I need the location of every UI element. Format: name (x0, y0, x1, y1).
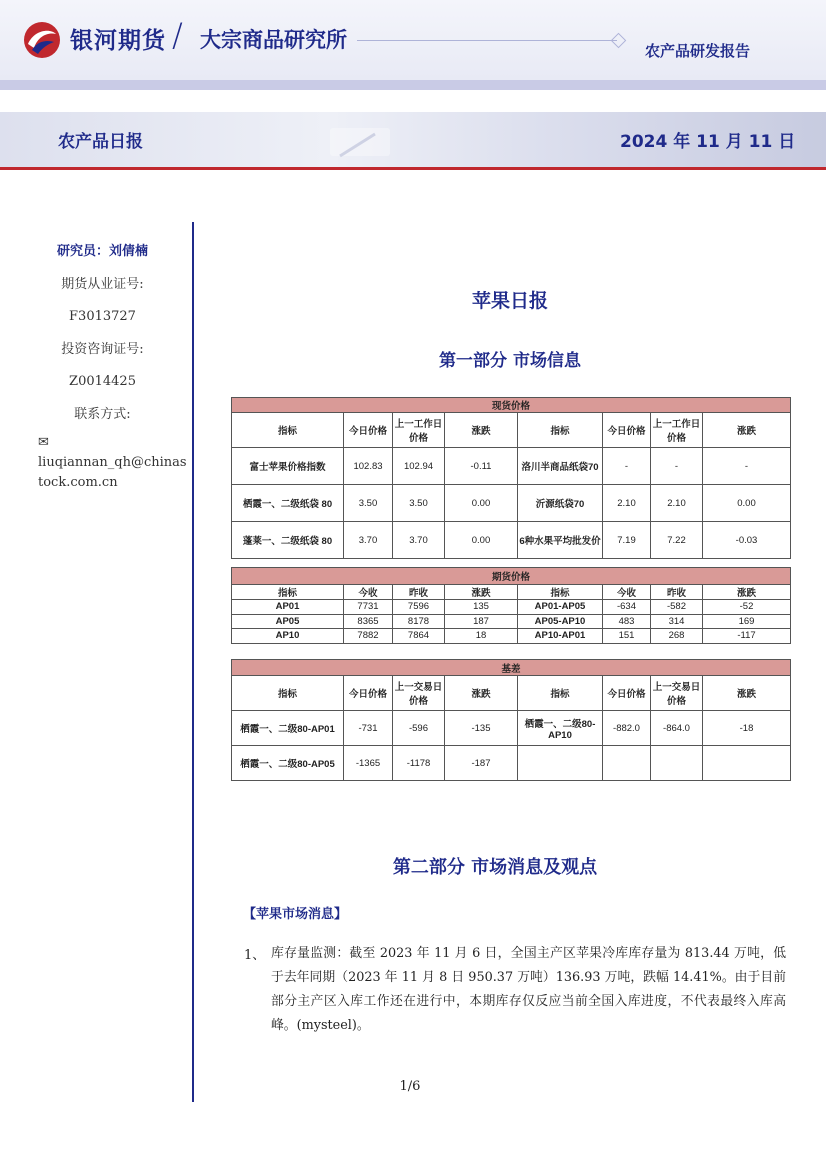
news-item-text: 库存量监测：截至 2023 年 11 月 6 日，全国主产区苹果冷库库存量为 813.44 万吨，低于去年同期（2023 年 11 月 8 日 950.37 万吨）136.93 万吨，跌幅 14.41%。由于目前部分主产区入库工作还在进行中，本期库存仅反应当前全国入库进度，不代表最终入库高峰。(mysteel)。 (271, 946, 786, 1033)
basis-table (231, 659, 791, 781)
table-cell: 2.10 (651, 485, 703, 522)
pen-decoration-icon (320, 120, 400, 164)
part1-title: 第一部分 市场信息 (439, 351, 581, 371)
table-cell: 3.50 (393, 485, 445, 522)
table-cell: -1365 (344, 746, 393, 781)
part2-title: 第二部分 市场消息及观点 (392, 857, 598, 878)
table-header: 今日价格 (603, 676, 651, 711)
author-sidebar (30, 238, 187, 493)
table-cell: 0.00 (703, 485, 791, 522)
table-cell: AP10-AP01 (518, 629, 603, 644)
table-cell: -1178 (393, 746, 445, 781)
table-cell: 栖霞一、二级80-AP05 (232, 746, 344, 781)
table-cell: 314 (651, 614, 703, 629)
table-cell: 3.50 (344, 485, 393, 522)
envelope-icon: ✉ (38, 435, 49, 450)
table-header: 涨跌 (445, 413, 518, 448)
table-header: 指标 (232, 585, 344, 600)
table-cell: 151 (603, 629, 651, 644)
table-cell: AP01-AP05 (518, 600, 603, 615)
table-cell: - (651, 448, 703, 485)
table-cell: 268 (651, 629, 703, 644)
table-header: 涨跌 (703, 676, 791, 711)
table-cell: -187 (445, 746, 518, 781)
table-row (232, 746, 791, 781)
table-cell: 6种水果平均批发价 (518, 522, 603, 559)
table-cell: 7596 (393, 600, 445, 615)
consult-label: 投资咨询证号: (61, 341, 144, 357)
news-heading: 【苹果市场消息】 (243, 907, 348, 922)
report-category: 农产品研发报告 (645, 42, 751, 60)
table-cell: - (603, 448, 651, 485)
table-cell: 3.70 (393, 522, 445, 559)
table-row (232, 522, 791, 559)
spot-price-table (231, 397, 791, 559)
table-header: 上一交易日价格 (651, 676, 703, 711)
table-cell: -135 (445, 711, 518, 746)
table-cell: 8365 (344, 614, 393, 629)
table-cell: -0.03 (703, 522, 791, 559)
table-cell: 102.83 (344, 448, 393, 485)
header-rule (357, 40, 617, 41)
table-cell: 7.22 (651, 522, 703, 559)
email-line-2: tock.com.cn (38, 475, 118, 490)
table-header: 今收 (344, 585, 393, 600)
spot-section-header: 现货价格 (232, 398, 791, 413)
table-cell: -52 (703, 600, 791, 615)
table-header: 上一工作日价格 (651, 413, 703, 448)
license-label: 期货从业证号: (61, 276, 144, 292)
table-header: 昨收 (393, 585, 445, 600)
table-cell: 3.70 (344, 522, 393, 559)
futures-section-header: 期货价格 (232, 568, 791, 585)
table-cell: 7882 (344, 629, 393, 644)
table-header: 今收 (603, 585, 651, 600)
table-cell (518, 746, 603, 781)
table-cell: 0.00 (445, 522, 518, 559)
table-header: 上一工作日价格 (393, 413, 445, 448)
accent-rule (0, 167, 826, 170)
contact-email[interactable] (30, 433, 187, 493)
table-row (232, 448, 791, 485)
table-cell (651, 746, 703, 781)
table-cell: 蓬莱一、二级纸袋 80 (232, 522, 344, 559)
table-cell: 0.00 (445, 485, 518, 522)
brand-subtitle: 大宗商品研究所 (200, 28, 347, 52)
report-date: 2024 年 11 月 11 日 (620, 132, 796, 152)
table-cell: 7864 (393, 629, 445, 644)
table-header: 涨跌 (445, 585, 518, 600)
table-cell: -596 (393, 711, 445, 746)
table-header: 昨收 (651, 585, 703, 600)
galaxy-futures-logo-icon (22, 20, 62, 60)
brand-name: 银河期货 (70, 28, 166, 54)
table-cell: - (703, 448, 791, 485)
sidebar-divider (192, 222, 194, 1102)
brand-divider: / (172, 16, 183, 54)
table-cell: 483 (603, 614, 651, 629)
table-cell: 187 (445, 614, 518, 629)
table-cell: 2.10 (603, 485, 651, 522)
table-cell: AP05-AP10 (518, 614, 603, 629)
futures-price-table (231, 567, 791, 644)
table-header: 上一交易日价格 (393, 676, 445, 711)
report-type: 农产品日报 (58, 132, 143, 152)
table-header: 涨跌 (703, 413, 791, 448)
table-row (232, 614, 791, 629)
table-header: 指标 (518, 413, 603, 448)
table-row (232, 485, 791, 522)
table-cell: 栖霞一、二级80-AP01 (232, 711, 344, 746)
table-cell: AP10 (232, 629, 344, 644)
table-header: 今日价格 (344, 413, 393, 448)
news-item-number: 1、 (244, 948, 266, 963)
header-stripe (0, 80, 826, 90)
basis-section-header: 基差 (232, 660, 791, 676)
table-cell: -864.0 (651, 711, 703, 746)
table-row (232, 600, 791, 615)
table-cell: AP01 (232, 600, 344, 615)
table-header: 指标 (518, 585, 603, 600)
table-header: 指标 (232, 413, 344, 448)
table-row (232, 629, 791, 644)
consult-number: Z0014425 (69, 374, 136, 389)
table-cell (703, 746, 791, 781)
table-cell: -731 (344, 711, 393, 746)
page-number: 1/6 (399, 1079, 421, 1094)
table-header: 今日价格 (603, 413, 651, 448)
table-cell: 洛川半商品纸袋70 (518, 448, 603, 485)
table-cell: -582 (651, 600, 703, 615)
page-title: 苹果日报 (471, 290, 548, 312)
table-header: 指标 (518, 676, 603, 711)
table-cell: -18 (703, 711, 791, 746)
table-cell: 102.94 (393, 448, 445, 485)
table-header: 指标 (232, 676, 344, 711)
table-cell: 8178 (393, 614, 445, 629)
table-cell: 7.19 (603, 522, 651, 559)
table-cell: 栖霞一、二级80-AP10 (518, 711, 603, 746)
table-header: 涨跌 (445, 676, 518, 711)
table-cell: 169 (703, 614, 791, 629)
table-cell: AP05 (232, 614, 344, 629)
table-cell: -882.0 (603, 711, 651, 746)
table-cell: -0.11 (445, 448, 518, 485)
table-cell: 栖霞一、二级纸袋 80 (232, 485, 344, 522)
table-cell: 7731 (344, 600, 393, 615)
table-cell: 135 (445, 600, 518, 615)
table-cell (603, 746, 651, 781)
table-header: 今日价格 (344, 676, 393, 711)
table-cell: 18 (445, 629, 518, 644)
contact-label: 联系方式: (74, 406, 131, 422)
table-row (232, 711, 791, 746)
email-line-1: liuqiannan_qh@chinas (38, 455, 187, 470)
table-cell: 沂源纸袋70 (518, 485, 603, 522)
researcher-name: 研究员：刘倩楠 (56, 244, 148, 259)
table-header: 涨跌 (703, 585, 791, 600)
license-number: F3013727 (69, 309, 136, 324)
table-cell: -634 (603, 600, 651, 615)
table-cell: -117 (703, 629, 791, 644)
table-cell: 富士苹果价格指数 (232, 448, 344, 485)
